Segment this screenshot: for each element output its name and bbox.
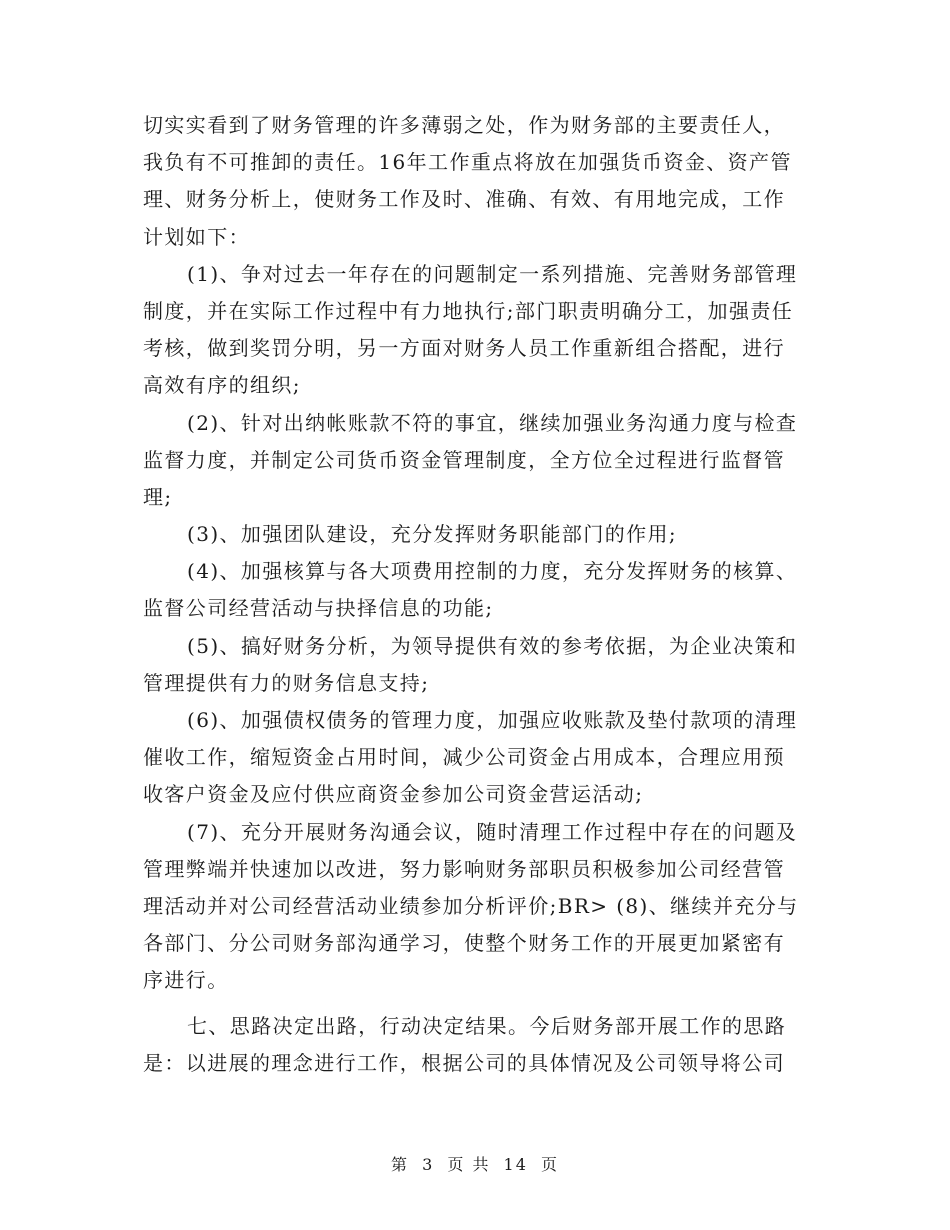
section-seven-start: 七、思路决定出路，行动决定结果。今后财务部开展工作的思路 <box>187 1013 787 1038</box>
footer-middle: 页 共 <box>447 1155 491 1174</box>
page-footer <box>0 1152 950 1175</box>
footer-suffix: 页 <box>541 1155 560 1174</box>
current-page-number: 3 <box>422 1155 435 1174</box>
text-line: 管理弊端并快速加以改进，努力影响财务部职员积极参加公司经营管 <box>143 856 785 881</box>
text-line: 切实实看到了财务管理的许多薄弱之处，作为财务部的主要责任人， <box>143 113 785 137</box>
body-text <box>143 107 808 1082</box>
text-line: 收客户资金及应付供应商资金参加公司资金营运活动; <box>143 782 644 807</box>
text-line: 各部门、分公司财务部沟通学习，使整个财务工作的开展更加紧密有 <box>143 931 785 956</box>
text-line: 计划如下： <box>143 224 250 249</box>
total-page-count: 14 <box>503 1155 528 1174</box>
text-line: 理; <box>143 484 173 509</box>
text-line: 催收工作，缩短资金占用时间，减少公司资金占用成本，合理应用预 <box>143 745 785 770</box>
footer-prefix: 第 <box>390 1155 409 1174</box>
paragraph-5-start: (5)、搞好财务分析，为领导提供有效的参考依据，为企业决策和 <box>187 633 798 658</box>
text-line: 监督力度，并制定公司货币资金管理制度，全方位全过程进行监督管 <box>143 447 785 472</box>
text-line: 管理提供有力的财务信息支持; <box>143 670 430 695</box>
text-line: 理、财务分析上，使财务工作及时、准确、有效、有用地完成，工作 <box>143 187 785 212</box>
text-line: 高效有序的组织; <box>143 373 301 398</box>
paragraph-4-start: (4)、加强核算与各大项费用控制的力度，充分发挥财务的核算、 <box>187 559 798 584</box>
text-line: 制度，并在实际工作过程中有力地执行;部门职责明确分工，加强责任 <box>143 298 794 323</box>
paragraph-1-start: (1)、争对过去一年存在的问题制定一系列措施、完善财务部管理 <box>187 261 798 286</box>
paragraph-6-start: (6)、加强债权债务的管理力度，加强应收账款及垫付款项的清理 <box>187 708 798 732</box>
text-line: 理活动并对公司经营活动业绩参加分析评价;BR> (8)、继续并充分与 <box>143 893 799 918</box>
text-line: 是：以进展的理念进行工作，根据公司的具体情况及公司领导将公司 <box>143 1050 785 1075</box>
paragraph-2-start: (2)、针对出纳帐账款不符的事宜，继续加强业务沟通力度与检查 <box>187 410 798 435</box>
paragraph-3: (3)、加强团队建设，充分发挥财务职能部门的作用; <box>187 522 678 547</box>
text-line: 监督公司经营活动与抉择信息的功能; <box>143 596 494 621</box>
text-line: 我负有不可推卸的责任。16年工作重点将放在加强货币资金、资产管 <box>143 150 792 175</box>
paragraph-7-start: (7)、充分开展财务沟通会议，随时清理工作过程中存在的问题及 <box>187 819 798 844</box>
text-line: 序进行。 <box>143 968 229 993</box>
text-line: 考核，做到奖罚分明，另一方面对财务人员工作重新组合搭配，进行 <box>143 336 785 361</box>
